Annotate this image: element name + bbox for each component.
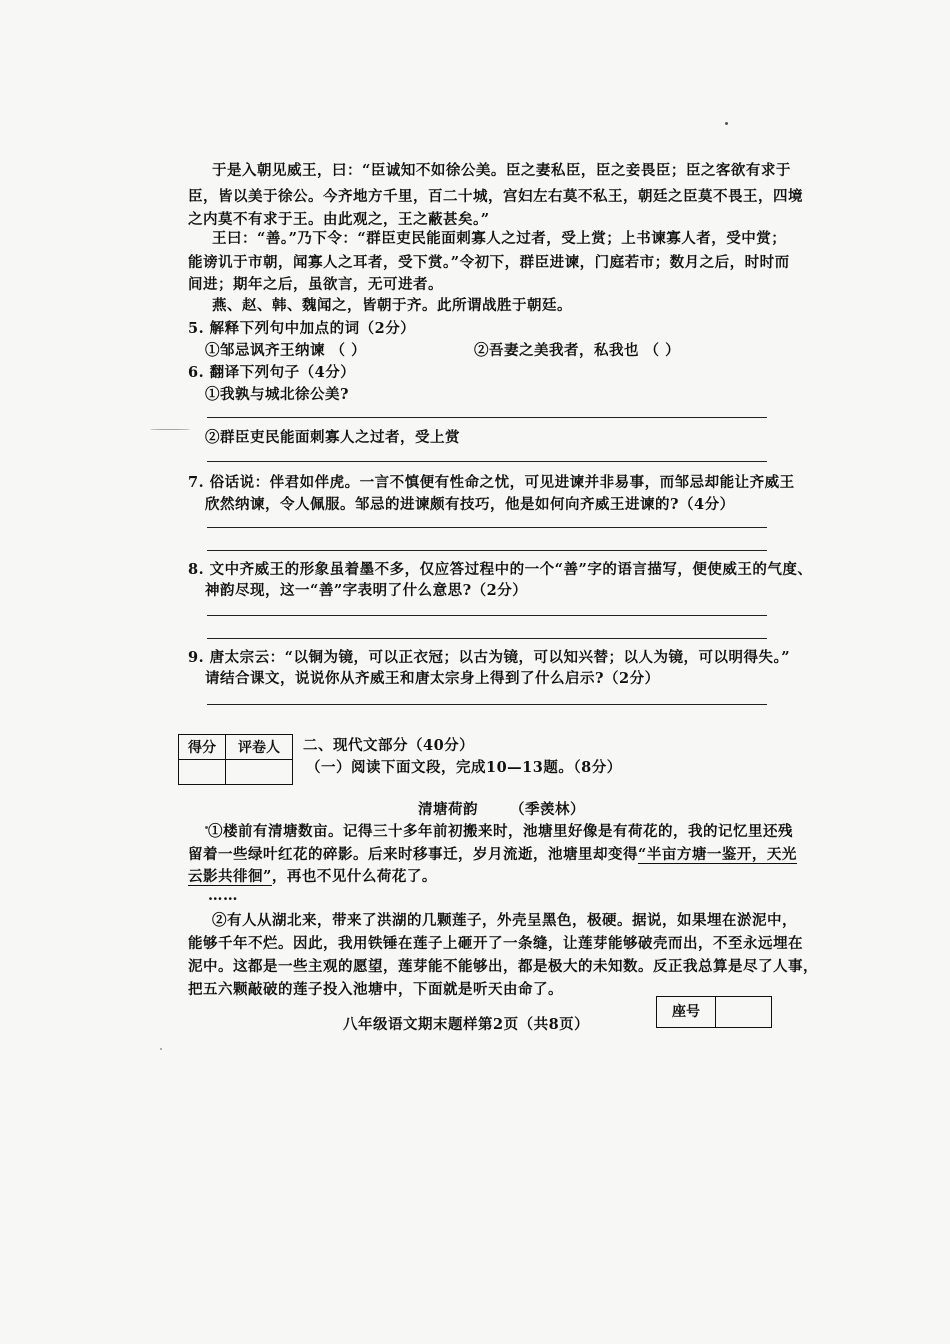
article-text: 留着一些绿叶红花的碎影。后来时移事迁，岁月流逝，池塘里却变得 [188,846,638,863]
q6-item-b: ②群臣吏民能面刺寡人之过者，受上赏 [205,429,460,446]
answer-line[interactable] [207,638,767,639]
q8-line-1: 8. 文中齐威王的形象虽着墨不多，仅应答过程中的一个“善”字的语言描写，便使威王的气度、 [188,561,813,578]
answer-line[interactable] [207,417,767,418]
grader-cell[interactable] [226,760,293,785]
q5-item-b: ②吾妻之美我者，私我也 （ ） [474,342,681,359]
scan-speck [150,429,190,430]
article-line: 能够千年不烂。因此，我用铁锤在莲子上砸开了一条缝，让莲芽能够破壳而出，不至永远埋在 [188,935,803,952]
q7-line-2: 欣然纳谏，令人佩服。邹忌的进谏颇有技巧，他是如何向齐威王进谏的?（4分） [205,496,735,513]
section-title: 二、现代文部分（40分） [303,737,475,754]
score-cell[interactable] [179,760,226,785]
seat-number-cell[interactable] [716,997,771,1027]
seat-number-box [656,996,772,1028]
q8-line-2: 神韵尽现，这一“善”字表明了什么意思?（2分） [205,582,528,599]
ellipsis: …… [208,887,238,904]
article-line: 泥中。这都是一些主观的愿望，莲芽能不能够出，都是极大的未知数。反正我总算是尽了人事， [188,958,818,975]
section-subtitle: （一）阅读下面文段，完成10—13题。（8分） [306,759,622,776]
q5-title: 5. 解释下列句中加点的词（2分） [188,320,416,337]
article-line: ①楼前有清塘数亩。记得三十多年前初搬来时，池塘里好像是有荷花的，我的记忆里还残 [208,823,793,840]
q9-line-2: 请结合课文，说说你从齐威王和唐太宗身上得到了什么启示?（2分） [205,670,660,687]
article-text: ，再也不见什么荷花了。 [271,868,437,885]
page-footer: 八年级语文期末题样第2页（共8页） [343,1016,590,1033]
q6-item-a: ①我孰与城北徐公美? [205,386,349,403]
article-author: （季羡林） [510,801,585,818]
underlined-quote: “半亩方塘一鉴开，天光 [638,846,797,863]
answer-line[interactable] [207,615,767,616]
article-line [188,845,797,865]
passage-line: 间进；期年之后，虽欲言，无可进者。 [188,276,443,293]
article-line: 把五六颗敲破的莲子投入池塘中，下面就是听天由命了。 [188,981,563,998]
q9-line-1: 9. 唐太宗云：“以铜为镜，可以正衣冠；以古为镜，可以知兴替；以人为镜，可以明得失。” [188,649,791,666]
underlined-quote: 云影共徘徊” [188,868,272,885]
article-title: 清塘荷韵 [418,801,478,818]
seat-label: 座号 [657,997,716,1027]
answer-line[interactable] [207,550,767,551]
passage-line: 臣，皆以美于徐公。今齐地方千里，百二十城，宫妇左右莫不私王，朝廷之臣莫不畏王，四境 [188,188,803,205]
q7-line-1: 7. 俗话说：伴君如伴虎。一言不慎便有性命之忧，可见进谏并非易事，而邹忌却能让齐威王 [188,474,795,491]
scan-speck [725,122,728,125]
passage-line: 王曰：“善。”乃下令：“群臣吏民能面刺寡人之过者，受上赏；上书谏寡人者，受中赏； [212,230,787,247]
score-label: 得分 [179,735,226,760]
q6-title: 6. 翻译下列句子（4分） [188,364,356,381]
answer-line[interactable] [207,461,767,462]
answer-line[interactable] [207,704,767,705]
q5-item-a: ①邹忌讽齐王纳谏 （ ） [205,342,367,359]
passage-line: 能谤讥于市朝，闻寡人之耳者，受下赏。”令初下，群臣进谏，门庭若市；数月之后，时时而 [188,254,790,271]
passage-line: 于是入朝见威王，曰：“臣诚知不如徐公美。臣之妻私臣，臣之妾畏臣；臣之客欲有求于 [212,162,791,179]
passage-line: 之内莫不有求于王。由此观之，王之蔽甚矣。” [188,211,490,228]
scan-speck [160,1048,162,1050]
article-line [188,867,437,887]
scan-speck [205,826,208,829]
passage-line: 燕、赵、韩、魏闻之，皆朝于齐。此所谓战胜于朝廷。 [212,297,572,314]
article-line: ②有人从湖北来，带来了洪湖的几颗莲子，外壳呈黑色，极硬。据说，如果埋在淤泥中， [212,912,797,929]
answer-line[interactable] [207,527,767,528]
grader-label: 评卷人 [226,735,293,760]
grading-box [178,734,293,785]
